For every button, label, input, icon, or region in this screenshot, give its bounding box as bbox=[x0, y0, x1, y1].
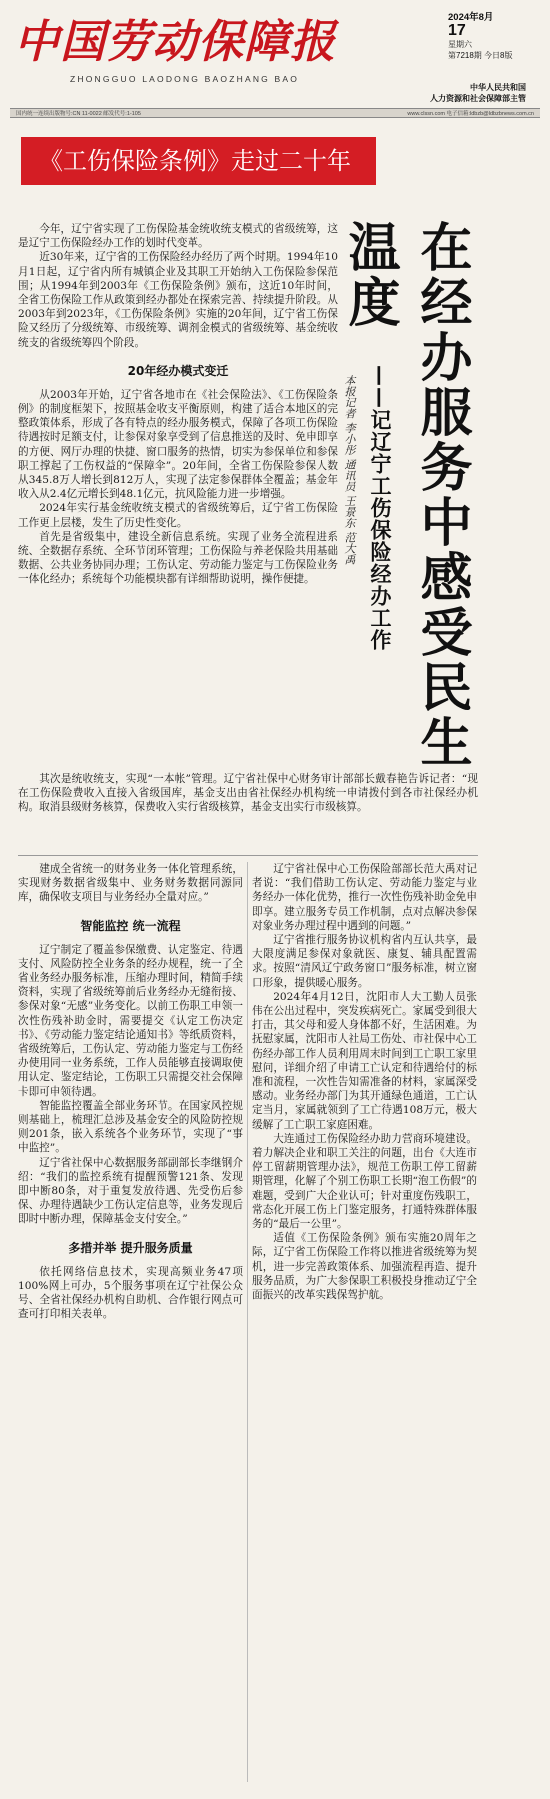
column-banner: 《工伤保险条例》走过二十年 bbox=[21, 137, 376, 185]
paragraph: 辽宁省社保中心工伤保险部部长范大禹对记者说：“我们借助工伤认定、劳动能力鉴定与业务经办一体化优势，推行一次性伤残补助金免申即享。建立服务专员工作机制，点对点解决参保对象业务办理过程中遇到的问题。” bbox=[252, 863, 477, 932]
issue-weekday: 星期六 bbox=[448, 40, 472, 49]
masthead-info-bar bbox=[10, 108, 540, 118]
paragraph: 2024年4月12日，沈阳市人大工勤人员张伟在公出过程中，突发疾病死亡。家属受到很大打击，其父母和爱人身体都不好，生活困难。为抚慰家属，沈阳市人社局工伤处、市社保中心工伤经办部工作人员利用周末时间到工亡职工家里慰问，详细介绍了申请工亡认定和待遇给付的标准和流程，一次性告知需准备的材料，家属深受感动。业务经办部门为其开通绿色通道，工亡认定当月，家属就领到了工亡待遇108万元，极大缓解了工亡职工家庭困难。 bbox=[252, 990, 477, 1131]
paragraph: 辽宁制定了覆盖参保缴费、认定鉴定、待遇支付、风险防控全业务条的经办规程，统一了全省业务经办服务标准，压缩办理时间，精简手续资料，实现了省级统筹前后业务经办无缝衔接、参保对象“无感”业务变化。以前工伤职工申领一次性伤残补助金时，需要提交《认定工伤决定书》、《劳动能力鉴定结论通知书》等纸质资料，省级统筹后，工伤认定、劳动能力鉴定与工伤经办使用同一业务系统，工作人员能够直接调取使用认定、鉴定结论，工伤职工只需提交社会保障卡即可申领待遇。 bbox=[18, 943, 243, 1098]
masthead bbox=[10, 8, 540, 116]
column-divider bbox=[247, 862, 248, 1782]
paragraph: 辽宁省社保中心数据服务部副部长李继钢介绍：“我们的监控系统有提醒预警121条、发现即中断80条，对于重复发放待遇、先受伤后参保、办理待遇缺少工伤认定信息等，业务发现后即时中断办理，保障基金支付安全。” bbox=[18, 1156, 243, 1226]
divider bbox=[18, 855, 478, 856]
sponsor-line-2: 人力资源和社会保障部主管 bbox=[430, 94, 526, 103]
section-heading: 多措并举 提升服务质量 bbox=[68, 1240, 193, 1255]
issue-date: 2024年8月 bbox=[448, 12, 494, 23]
paragraph: 近30年来，辽宁省的工伤保险经办经历了两个时期。1994年10月1日起，辽宁省内所有城镇企业及其职工开始纳入工伤保险参保范围；从1994年到2003年《工伤保险条例》颁布，这近10年时间，全省工伤保险工作从政策到经办都处在探索完善、持续提升阶段。从2003年到2023年，《工伤保险条例》实施的20年间，辽宁省工伤保险又经历了分级统筹、市级统筹、调剂金模式的省级统筹、基金统收统支的省级统筹四个阶段。 bbox=[18, 251, 338, 349]
section-heading: 20年经办模式变迁 bbox=[127, 363, 229, 378]
info-bar-left: 国内统一连续出版物号:CN 11-0022 邮发代号:1-105 bbox=[16, 111, 141, 117]
sponsor bbox=[406, 82, 526, 104]
issue-day: 17 bbox=[448, 22, 466, 39]
paragraph: 其次是统收统支，实现“一本帐”管理。辽宁省社保中心财务审计部部长戴春艳告诉记者：“现在工伤保险费收入直接入省级国库，基金支出由省社保经办机构统一申请拨付到各市社保经办机构。取消县级财务核算，保费收入实行省级核算，基金支出实行市级核算。 bbox=[18, 773, 478, 814]
issue-number: 第7218期 今日8版 bbox=[448, 51, 513, 60]
article-column-left bbox=[18, 862, 243, 1321]
newspaper-logo: 中国劳动保障报 bbox=[14, 15, 337, 68]
section-heading: 智能监控 统一流程 bbox=[80, 918, 181, 933]
info-bar-right: www.clssn.com 电子信箱:ldbzb@ldbzbnews.com.cn bbox=[407, 111, 534, 117]
paragraph: 大连通过工伤保险经办助力营商环境建设。着力解决企业和职工关注的问题，出台《大连市停工留薪期管理办法》，规范工伤职工停工留薪期管理，化解了个别工伤职工长期“泡工伤假”的难题，受到广大企业认可；针对重度伤残职工，常态化开展工伤上门鉴定服务，打通特殊群体服务的“最后一公里”。 bbox=[252, 1132, 477, 1231]
paragraph: 辽宁省推行服务协议机构省内互认共享，最大限度满足参保对象就医、康复、辅具配置需求。按照“清风辽宁政务窗口”服务标准，树立窗口形象，提供暖心服务。 bbox=[252, 934, 477, 989]
issue-info bbox=[448, 12, 526, 61]
main-headline: 在经办服务中感受民生温度 bbox=[339, 220, 472, 770]
byline: 本报记者 李小彤 通讯员 王景东 范大禹 bbox=[343, 375, 356, 565]
paragraph: 今年，辽宁省实现了工伤保险基金统收统支模式的省级统筹，这是辽宁工伤保险经办工作的划时代变革。 bbox=[18, 223, 338, 250]
paragraph: 建成全省统一的财务业务一体化管理系统，实现财务数据省级集中、业务财务数据同源同库，确保收支项目与业务经办全量对应。” bbox=[18, 863, 243, 904]
article-upper-wide bbox=[18, 772, 478, 815]
newspaper-pinyin: ZHONGGUO LAODONG BAOZHANG BAO bbox=[70, 74, 300, 84]
paragraph: 依托网络信息技术，实现高频业务47项100%网上可办，5个服务事项在辽宁社保公众号、全省社保经办机构自助机、合作银行网点可查可打印相关表单。 bbox=[18, 1265, 243, 1321]
article-upper bbox=[18, 222, 338, 587]
sponsor-line-1: 中华人民共和国 bbox=[470, 83, 526, 92]
sub-headline: ——记辽宁工伤保险经办工作 bbox=[368, 365, 392, 651]
paragraph: 适值《工伤保险条例》颁布实施20周年之际，辽宁省工伤保险工作将以推进省级统筹为契机，进一步完善政策体系、加强流程再造、提升服务品质，为广大参保职工积极投身推动辽宁全面振兴的改革实践保驾护航。 bbox=[252, 1232, 477, 1302]
paragraph: 2024年实行基金统收统支模式的省级统筹后，辽宁省工伤保险工作更上层楼，发生了历史性变化。 bbox=[18, 502, 338, 529]
paragraph: 从2003年开始，辽宁省各地市在《社会保险法》、《工伤保险条例》的制度框架下，按照基金收支平衡原则，构建了适合本地区的完整政策体系，形成了各有特点的经办服务模式，保障了各项工伤保险待遇按时足额支付，让参保对象享受到了信息推送的及时、免申即享的方便、网厅办理的快捷、窗口服务的热情，切实为参保单位和参保职工撑起了工伤权益的“保障伞”。20年间，全省工伤保险参保人数从345.8万人增长到812万人，实现了法定参保群体全覆盖；基金年收入从2.4亿元增长到48.1亿元，抗风险能力进一步增强。 bbox=[18, 388, 338, 501]
paragraph: 智能监控覆盖全部业务环节。在国家风控规则基础上，梳理汇总涉及基金安全的风险防控规则201条，嵌入系统各个业务环节，实现了“事中监控”。 bbox=[18, 1099, 243, 1155]
paragraph: 首先是省级集中，建设全新信息系统。实现了业务全流程进系统、全数据存系统、全环节闭环管理；工伤保险与养老保险共用基础数据、公共业务协同办理；工伤认定、劳动能力鉴定与工伤保险业务一体化经办；系统每个功能模块都有详细帮助说明，操作便捷。 bbox=[18, 530, 338, 586]
article-column-right bbox=[252, 862, 477, 1302]
